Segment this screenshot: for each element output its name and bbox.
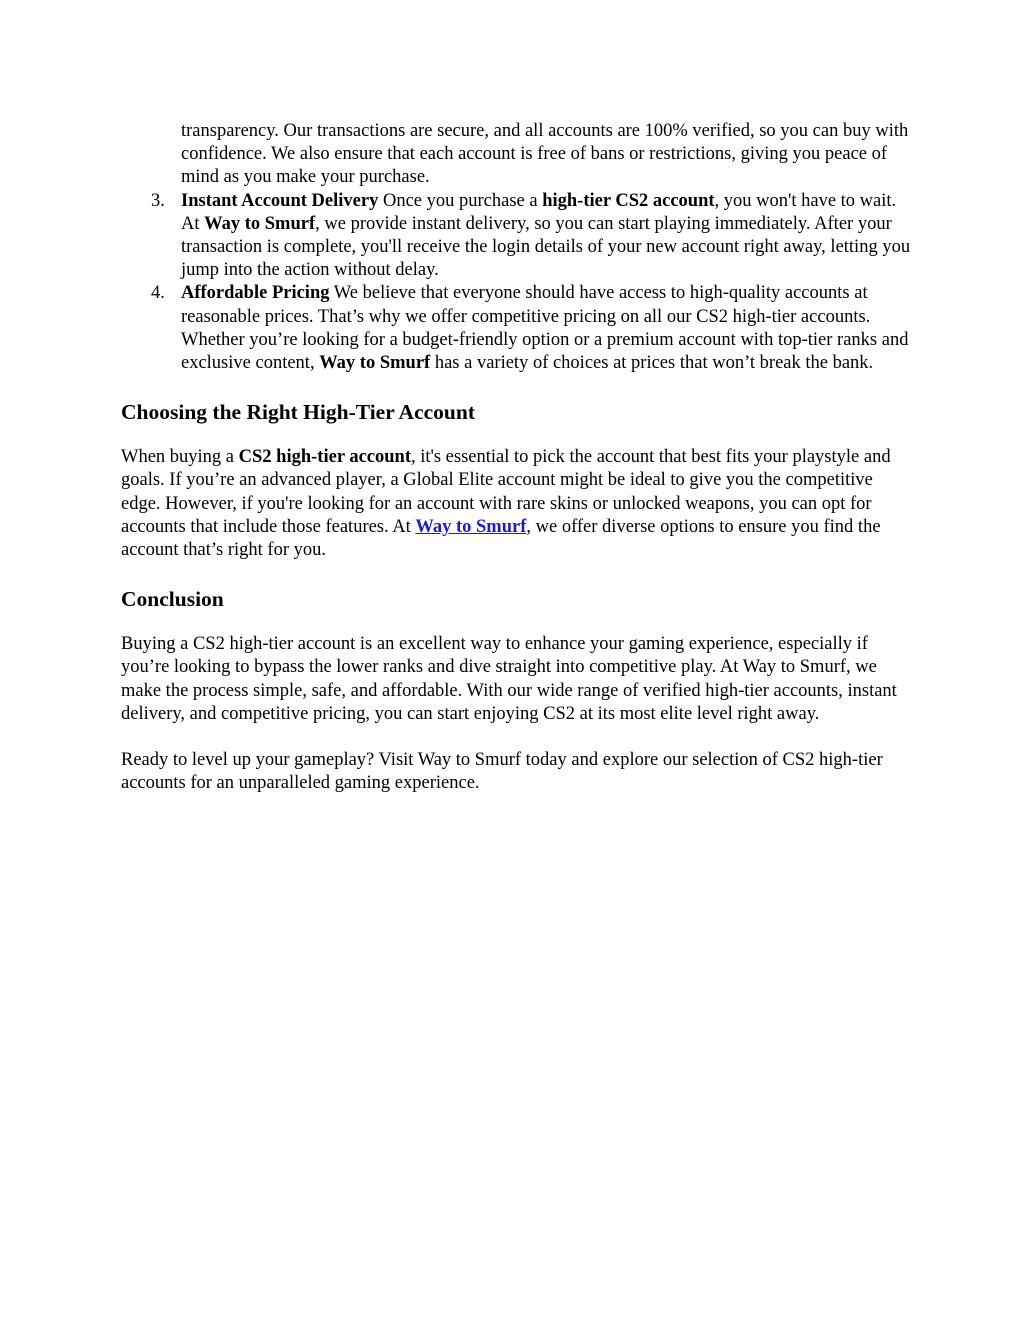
- paragraph-text: , it's essential to pick the account that best fits your playstyle and goals. If you’re an advanced player, a Global Elite account might be ideal to give you the competitive edge. However, if you're looking for an account with rare skins or unlocked weapons, you can opt for accounts that include those features. At: [121, 447, 891, 537]
- conclusion-paragraph-1: Buying a CS2 high-tier account is an excellent way to enhance your gaming experience, especially if you’re looking to bypass the lower ranks and dive straight into competitive play. At Way to Smurf, we make the process simple, safe, and affordable. With our wide range of verified high-tier accounts, instant delivery, and competitive pricing, you can start enjoying CS2 at its most elite level right away.: [121, 634, 897, 724]
- choosing-paragraph: [121, 446, 911, 562]
- list-item-title: Affordable Pricing: [181, 283, 330, 304]
- list-item-affordable-pricing: [121, 282, 911, 375]
- section-heading-choosing: Choosing the Right High-Tier Account: [121, 400, 475, 425]
- list-item-title: Instant Account Delivery: [181, 190, 379, 211]
- way-to-smurf-link[interactable]: Way to Smurf: [415, 516, 527, 537]
- list-text: We believe that everyone should have access to high-quality accounts at reasonable prices. That’s why we offer competitive pricing on all our CS2 high-tier accounts. Whether you’re looking for a budget-friendly option or a premium account with top-tier ranks and exclusive content,: [181, 283, 909, 374]
- section-heading-conclusion: Conclusion: [121, 587, 224, 612]
- bold-phrase: CS2 high-tier account: [238, 447, 411, 468]
- bold-phrase: Way to Smurf: [204, 213, 316, 234]
- paragraph-text: When buying a: [121, 447, 239, 468]
- list-text: , we provide instant delivery, so you can start playing immediately. After your transaction is complete, you'll receive the login details of your new account right away, letting you jump into the action without delay.: [181, 213, 911, 281]
- page-content: [121, 120, 911, 795]
- conclusion-paragraph-2: Ready to level up your gameplay? Visit Way to Smurf today and explore our selection of CS2 high-tier accounts for an unparalleled gaming experience.: [121, 750, 883, 794]
- list-number: 4.: [151, 283, 165, 304]
- bold-phrase: Way to Smurf: [319, 353, 431, 374]
- list-item-instant-delivery: [121, 190, 911, 283]
- list-text: has a variety of choices at prices that won’t break the bank.: [430, 353, 874, 374]
- paragraph-text: , we offer diverse options to ensure you find the account that’s right for you.: [121, 516, 881, 561]
- feature-list: [121, 190, 911, 376]
- list-text: Once you purchase a: [378, 190, 543, 211]
- bold-phrase: high-tier CS2 account: [542, 190, 715, 211]
- list-item-continuation: transparency. Our transactions are secure, and all accounts are 100% verified, so you can buy with confidence. We also ensure that each account is free of bans or restrictions, giving you peace of mind as you make your purchase.: [181, 121, 909, 188]
- list-text: , you won't have to wait. At: [181, 190, 897, 234]
- list-number: 3.: [151, 190, 165, 211]
